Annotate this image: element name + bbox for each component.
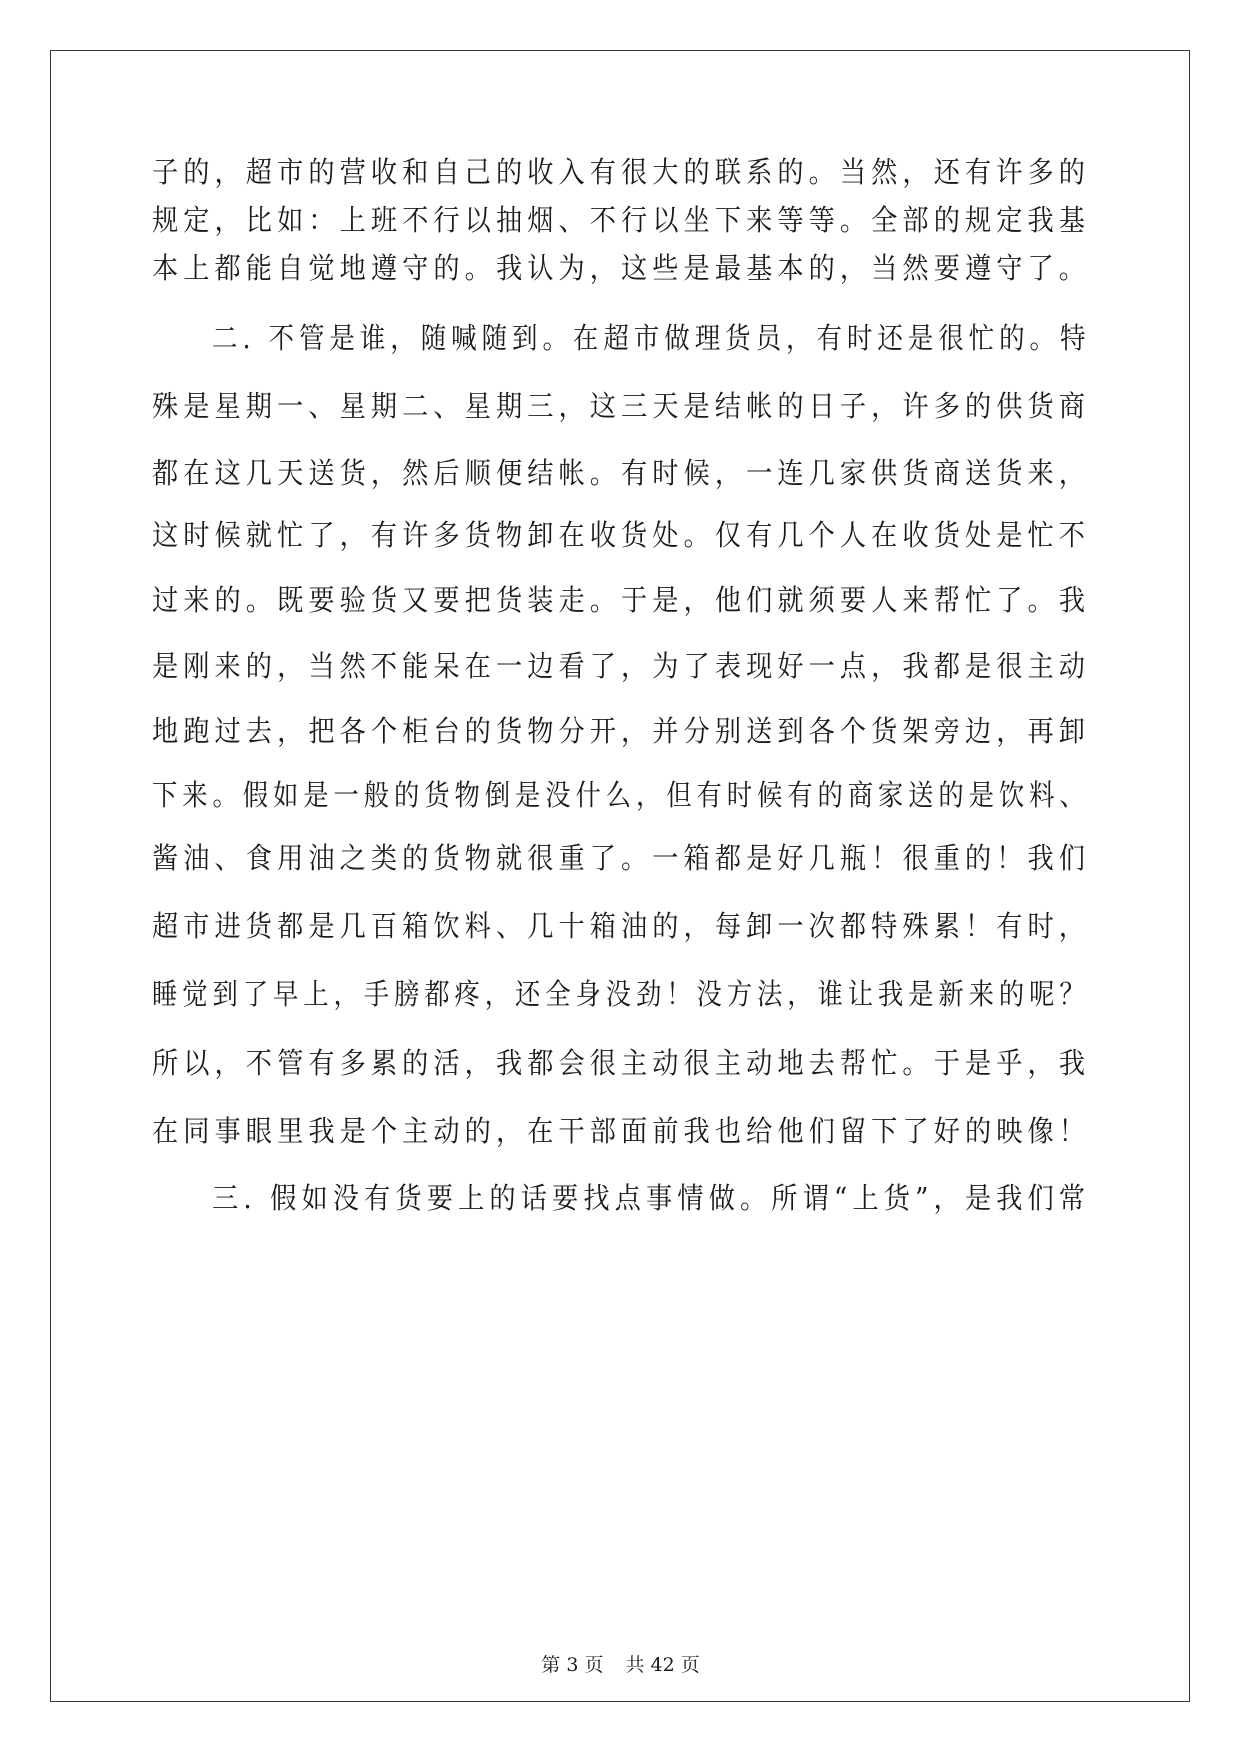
text-line: 睡觉到了早上，手膀都疼，还全身没劲！没方法，谁让我是新来的呢？ [152,977,1090,1011]
text-line: 所以，不管有多累的活，我都会很主动很主动地去帮忙。于是乎，我 [152,1046,1091,1080]
text-line: 三. 假如没有货要上的话要找点事情做。所谓“上货”，是我们常 [212,1181,1091,1215]
text-line: 都在这几天送货，然后顺便结帐。有时候，一连几家供货商送货来， [152,456,1091,490]
text-line: 规定，比如：上班不行以抽烟、不行以坐下来等等。全部的规定我基 [152,203,1091,237]
text-line: 子的，超市的营收和自己的收入有很大的联系的。当然，还有许多的 [152,155,1091,189]
text-line: 过来的。既要验货又要把货装走。于是，他们就须要人来帮忙了。我 [152,583,1091,617]
text-line: 是刚来的，当然不能呆在一边看了，为了表现好一点，我都是很主动 [152,649,1091,683]
text-line: 在同事眼里我是个主动的，在干部面前我也给他们留下了好的映像！ [152,1114,1091,1148]
page-number: 第 3 页 [541,1654,604,1676]
text-line: 本上都能自觉地遵守的。我认为，这些是最基本的，当然要遵守了。 [152,251,1091,285]
text-line: 超市进货都是几百箱饮料、几十箱油的，每卸一次都特殊累！有时， [152,909,1091,943]
text-line: 殊是星期一、星期二、星期三，这三天是结帐的日子，许多的供货商 [152,389,1091,423]
text-line: 酱油、食用油之类的货物就很重了。一箱都是好几瓶！很重的！我们 [152,841,1091,875]
text-line: 地跑过去，把各个柜台的货物分开，并分别送到各个货架旁边，再卸 [152,714,1091,748]
text-line: 这时候就忙了，有许多货物卸在收货处。仅有几个人在收货处是忙不 [152,518,1091,552]
page-footer [0,1653,1241,1677]
text-line: 下来。假如是一般的货物倒是没什么，但有时候有的商家送的是饮料、 [152,778,1090,812]
page-total: 共 42 页 [625,1654,700,1676]
text-line: 二. 不管是谁，随喊随到。在超市做理货员，有时还是很忙的。特 [212,321,1091,355]
